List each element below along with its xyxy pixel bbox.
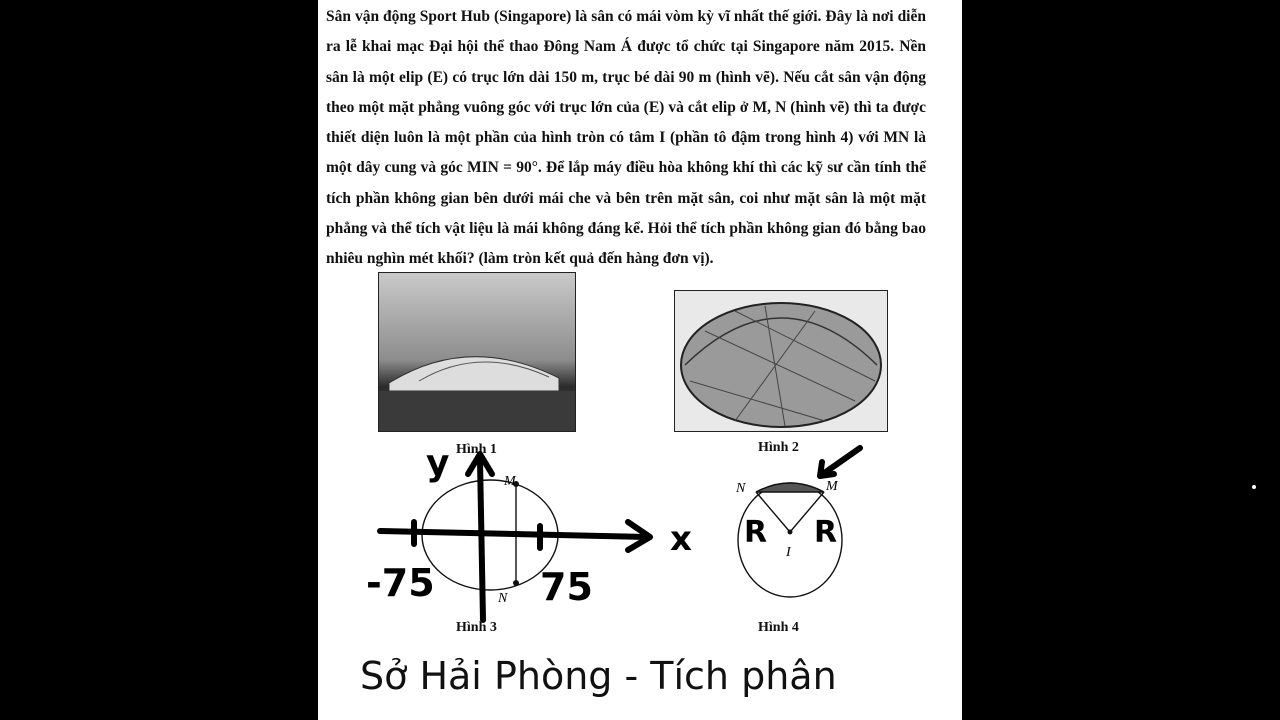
point-M-label: M — [826, 479, 838, 494]
figure-1-caption: Hình 1 — [456, 442, 497, 457]
video-title-caption: Sở Hải Phòng - Tích phân — [360, 654, 837, 698]
problem-text: Sân vận động Sport Hub (Singapore) là sân có mái vòm kỳ vĩ nhất thế giới. Đây là nơi diễn ra lễ khai mạc Đại hội thể thao Đông Nam Á được tổ chức tại Singapore năm 2015. Nền sân là một elip (E) có trục lớn dài 150 m, trục bé dài 90 m (hình vẽ). Nếu cắt sân vận động theo một mặt phẳng vuông góc với trục lớn của (E) và cắt elip ở M, N (hình vẽ) thì ta được thiết diện luôn là một phần của hình tròn có tâm I (phần tô đậm trong hình 4) với MN là một dây cung và góc MIN = 90°. Để lắp máy điều hòa không khí thì các kỹ sư cần tính thể tích phần không gian bên dưới mái che và bên trên mặt sân, coi như mặt sân là một mặt phẳng và thể tích vật liệu là mái không đáng kể. Hỏi thể tích phần không gian đó bằng bao nhiêu nghìn mét khối? (làm tròn kết quả đến hàng đơn vị). — [326, 8, 926, 268]
center-I-label: I — [786, 545, 791, 560]
left-vertex-label: -75 — [366, 561, 435, 605]
y-axis-handdrawn — [480, 460, 483, 620]
pointer-arrow — [820, 448, 860, 476]
point-M-label: M — [504, 474, 516, 489]
y-axis-label: y — [426, 443, 450, 484]
radius-label-left: R — [744, 515, 768, 550]
radius-label-right: R — [814, 515, 838, 550]
figure-3-caption: Hình 3 — [456, 620, 497, 635]
x-axis-handdrawn — [380, 531, 648, 537]
ellipse-axis-diagram — [358, 440, 698, 625]
circle-section-diagram — [728, 440, 868, 625]
right-vertex-label: 75 — [540, 565, 593, 609]
figure-4-caption: Hình 4 — [758, 620, 799, 635]
cursor-dot — [1252, 485, 1256, 489]
figure-2-caption: Hình 2 — [758, 440, 799, 455]
dome-roof-photo — [674, 290, 888, 432]
x-axis-label: x — [670, 519, 692, 559]
point-N-label: N — [498, 591, 508, 606]
stadium-photo — [378, 272, 576, 432]
point-N-label: N — [736, 481, 746, 496]
shaded-segment — [756, 483, 824, 492]
document-page — [318, 0, 962, 720]
